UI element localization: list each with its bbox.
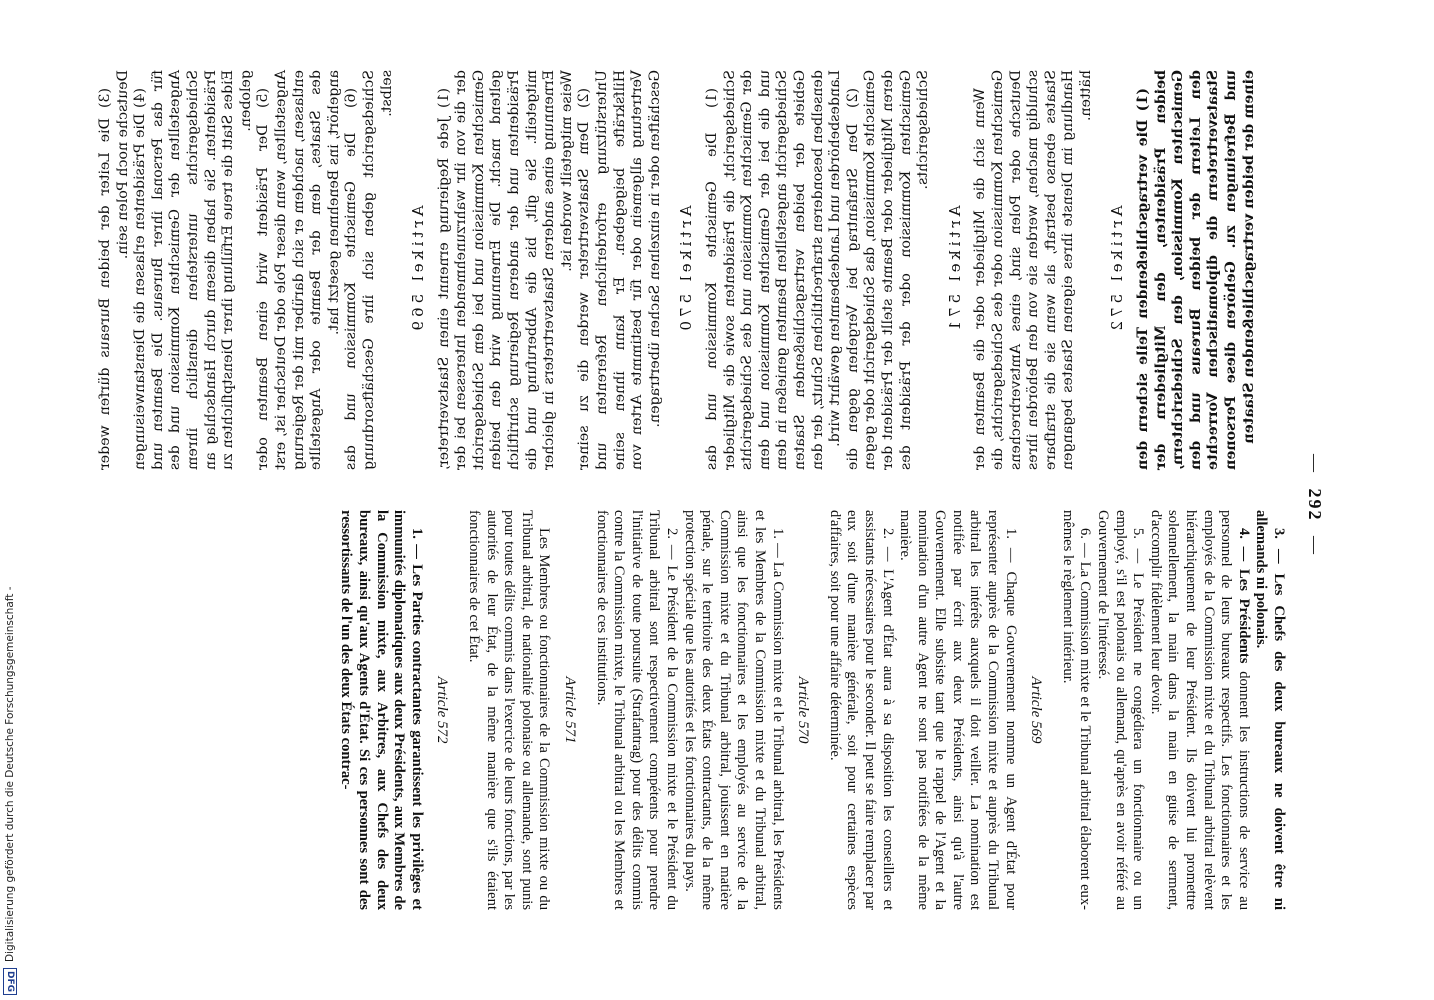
- german-article-heading: Artikel 569: [409, 205, 428, 335]
- french-paragraph: 6. — La Commission mixte et le Tribunal arbitral élaborent eux-mêmes le règlement intérieur.: [1059, 510, 1094, 910]
- german-paragraph: (1) Die Gemischte Kommission und das Schiedsgericht, die Präsidenten sowie die Mitglieder der Gemischten Kommission und des Schiedsgerichts und die bei der Gemischten Kommission und dem Schiedsgericht angestellten Beamten genießen in dem Gebiete der beiden vertragschließenden Staaten denselben besonderen strafrechtlichen Schutz, der den Landesbehörden und Landesbeamten gewährt wird.: [704, 70, 844, 470]
- german-paragraph: (2) Den Strafantrag bei Vergehen gegen die Gemischte Kommission, das Schiedsgericht oder gegen deren Mitglieder oder Beamte stellt der Präsident der Gemischten Kommission oder der Präsident des Schiedsgerichts.: [844, 70, 932, 470]
- header-dash-right: —: [1305, 536, 1325, 556]
- french-paragraph: Les Membres ou fonctionnaires de la Commission mixte ou du Tribunal arbitral, de nationalité polonaise ou allemande, sont punis pour toutes délits commis dans l'exercice de leurs fonctions, par les autorités de leur État, de la même manière que s'ils étaient fonctionnaires de cet État.: [466, 510, 553, 910]
- french-lead-text: 4. — Les Présidents: [1235, 528, 1252, 664]
- german-paragraph: (3) Die Leiter der beiden Bureaus dürfen weder Deutsche noch Polen sein.: [97, 70, 131, 470]
- page-header: [1295, 70, 1325, 940]
- french-paragraph: 1. — Les Parties contractantes garantissent les privilèges et immunités diplomatiques aux deux Présidents, aux Membres de la Commission mixte, aux Arbitres, aux Chefs des deux bureaux, ainsi qu'aux Agents d'État. Si ces personnes sont des ressortissants de l'un des deux États contrac-: [338, 510, 425, 910]
- french-column: [97, 510, 1287, 910]
- german-article-heading: Artikel 570: [677, 205, 696, 335]
- german-column: [97, 70, 1287, 470]
- document-page: [95, 70, 1325, 940]
- german-paragraph: (6) Die Gemischte Kommission und das Schiedsgericht geben sich ihre Geschäftsordnung selbst.: [343, 70, 395, 470]
- french-article-heading: Article 572: [434, 676, 451, 744]
- german-paragraph: (1) Jede Regierung ernennt einen Staatsvertreter, der die von ihr wahrzunehmenden Interessen bei der Gemischten Kommission und bei dem Schiedsgericht geltend macht. Die Ernennung wird den beiden Präsidenten und der anderen Regierung schriftlich mitgeteilt. Sie gilt, bis die Abberufung und die Ernennung eines anderen Staatsvertreters in gleicher Weise mitgeteilt worden ist.: [435, 70, 575, 470]
- french-paragraph: [1146, 510, 1252, 910]
- dfg-logo: DFG: [3, 968, 17, 995]
- german-article-heading: Artikel 571: [945, 205, 964, 335]
- digitization-footer: [2, 15, 18, 995]
- german-paragraph: (1) Die vertragschließenden Teile sichern den beiden Präsidenten, den Mitgliedern der Gemischten Kommission, den Schiedsrichtern, den Leitern der beiden Bureaus und den Staatsvertretern die diplomatischen Vorrechte und Befreiungen zu. Gehören diese Personen einem der beiden vertragschließenden Staaten: [1135, 70, 1257, 470]
- french-article-heading: Article 569: [1028, 676, 1045, 744]
- french-paragraph: 2. — L'Agent d'État aura à sa disposition les conseillers et assistants nécessaires pour le seconder. Il peut se faire remplacer par eux soit d'une manière générale, soit pour certaines espèces d'affaires, soit pour une affaire déterminée.: [826, 510, 896, 910]
- french-body-text: donnent les instructions de service au personnel de leurs bureaux respectifs. Les fonctionnaires et les employés de la Commission mixte et du Tribunal arbitral relèvent hiérarchiquement de leur Président. Ils doivent lui promettre solennellement, la main dans la main en guise de serment, d'accomplir fidèlement leur devoir.: [1147, 510, 1252, 910]
- footer-text: Digitalisierung gefördert durch die Deutsche Forschungsgemeinschaft -: [4, 586, 16, 962]
- french-paragraph: 2. — Le Président de la Commission mixte et le Président du Tribunal arbitral sont respectivement compétents pour prendre l'initiative de toute poursuite (Strafantrag) pour des délits commis contre la Commission mixte, le Tribunal arbitral ou les Membres et fonctionnaires de ces institutions.: [593, 510, 680, 910]
- french-paragraph: 1. — La Commission mixte et le Tribunal arbitral, les Présidents et les Membres de la Commission mixte et du Tribunal arbitral, ainsi que les fonctionnaires et les employés au service de la Commission mixte et du Tribunal arbitral, jouissent en matière pénale, sur le territoire des deux États contractants, de la même protection spéciale que les autorités et les fonctionnaires du pays.: [681, 510, 786, 910]
- german-paragraph: (4) Die Präsidenten erlassen die Dienstanweisungen für das Personal ihrer Bureaus. Die Beamten und Angestellten der Gemischten Kommission und des Schiedsgerichts unterstehen dienstlich ihrem Präsidenten. Sie haben diesem durch Handschlag an Eides Statt die treue Erfüllung ihrer Dienstpflichten zu geloben.: [132, 70, 254, 470]
- german-paragraph: (2) Dem Staatsvertreter werden die zu seiner Unterstützung erforderlichen Referenten und Hilfskräfte beigegeben. Er kann ihnen seine Vertretung allgemein oder für bestimmte Arten von Geschäften oder in einzelnen Sachen übertragen.: [576, 70, 663, 470]
- french-paragraph: 3. — Les Chefs des deux bureaux ne doivent être ni allemands ni polonais.: [1253, 510, 1287, 910]
- page-number: 292: [1305, 488, 1325, 522]
- french-paragraph: 1. — Chaque Gouvernement nomme un Agent d'État pour représenter auprès de la Commission mixte et auprès du Tribunal arbitral les intérêts auxquels il doit veiller. La nomination est notifiée par écrit aux deux Présidents, ainsi qu'à l'autre Gouvernement. Elle subsiste tant que le rappel de l'Agent et la nomination d'un autre Agent ne sont pas notifiées de la même manière.: [897, 510, 1019, 910]
- french-article-heading: Article 571: [562, 676, 579, 744]
- french-article-heading: Article 570: [795, 676, 812, 744]
- header-dash-left: —: [1305, 454, 1325, 474]
- german-paragraph: (5) Der Präsident wird einen Beamten oder Angestellten, wenn dieser Pole oder Deutscher ist, erst entlassen, nachdem er sich darüber mit der Regierung des Staates, dem der Beamte oder Angestellte angehört, ins Benehmen gesetzt hat.: [255, 70, 342, 470]
- german-paragraph: Wenn sich die Mitglieder oder die Beamten der Gemischten Kommission oder des Schiedsgerichts, die Deutsche oder Polen sind, eines Amtsverbrechens schuldig machen, werden sie von den Behörden ihres Staates ebenso bestraft, als wenn sie die strafbare Handlung im Dienste ihres eigenen Staates begangen hätten.: [972, 70, 1094, 470]
- german-article-heading: Artikel 572: [1108, 205, 1127, 335]
- french-paragraph: 5. — Le Président ne congédiera un fonctionnaire ou un employé, s'il est polonais ou allemand, qu'après en avoir référé au Gouvernement de l'intéressé.: [1095, 510, 1147, 910]
